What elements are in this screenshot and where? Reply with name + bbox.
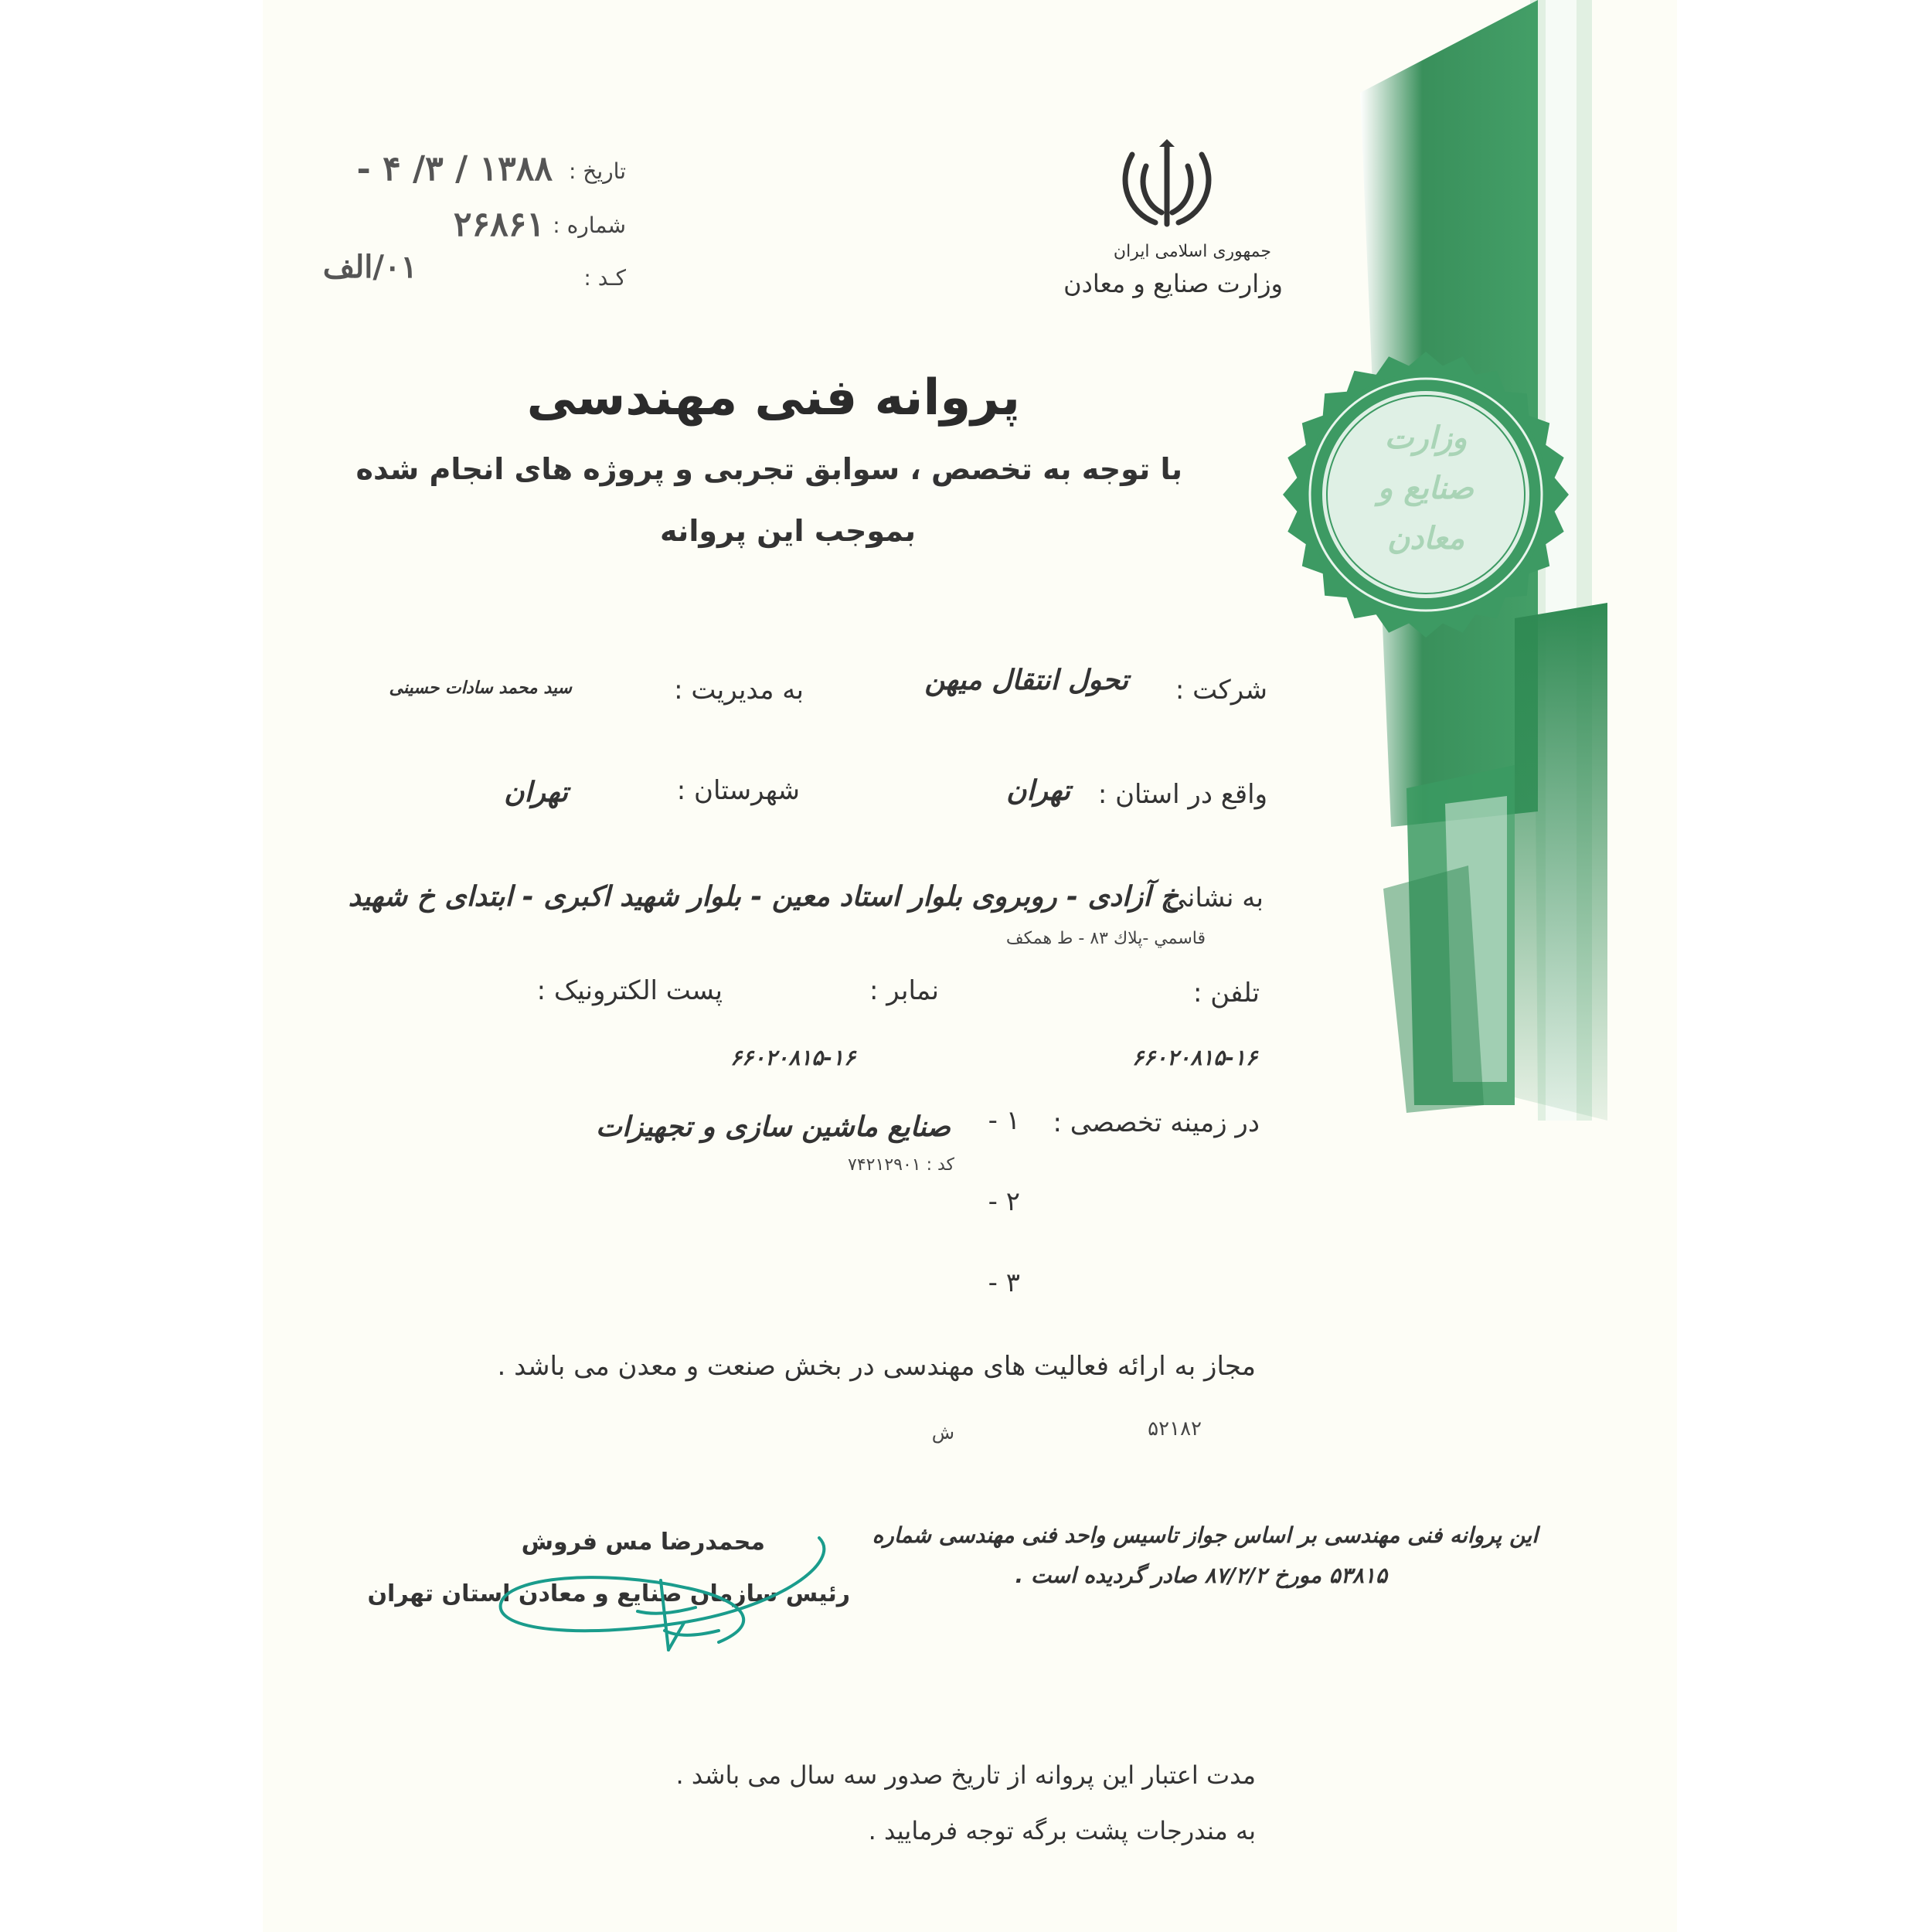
company-label: شرکت :	[1175, 675, 1267, 706]
validity-text: مدت اعتبار این پروانه از تاریخ صدور سه سال می باشد .	[675, 1760, 1256, 1790]
iran-emblem-icon	[1117, 139, 1217, 232]
date-value: ۱۳۸۸ / ۳/ ۴ -	[356, 149, 553, 189]
address-value: خ آزادی - روبروی بلوار استاد معین - بلوار شهید اکبری - ابتدای خ شهید	[348, 881, 1179, 913]
company-value: تحول انتقال میهن	[924, 665, 1128, 696]
province-value: تهران	[1006, 775, 1070, 807]
signatory-role: رئیس سازمان صنایع و معادن استان تهران	[367, 1580, 850, 1607]
specialty-item-1-code: کد : ۷۴۲۱۲۹۰۱	[848, 1155, 954, 1175]
province-label: واقع در استان :	[1097, 779, 1267, 810]
page-title: پروانه فنی مهندسی	[526, 369, 1020, 427]
ministry-name: وزارت صنایع و معادن	[1063, 269, 1283, 298]
serial-number: ۵۲۱۸۲	[1148, 1417, 1202, 1440]
handwritten-signature	[487, 1515, 842, 1685]
specialty-item-1-number: ۱ -	[988, 1105, 1020, 1136]
fax-label: نمابر :	[869, 975, 939, 1006]
see-back-text: به مندرجات پشت برگه توجه فرمایید .	[868, 1816, 1256, 1845]
city-label: شهرستان :	[676, 775, 800, 806]
manager-value: سید محمد سادات حسینی	[389, 679, 572, 698]
specialty-item-2-number: ۲ -	[988, 1186, 1020, 1217]
number-value: ۲۶۸۶۱	[453, 205, 545, 244]
issuance-note-line2: ۵۳۸۱۵ مورخ ۸۷/۲/۲ صادر گردیده است .	[1015, 1563, 1387, 1588]
specialty-label: در زمینه تخصصی :	[1053, 1107, 1260, 1138]
address-label: به نشانی	[1165, 883, 1264, 913]
manager-label: به مدیریت :	[674, 675, 804, 706]
country-name: جمهوری اسلامی ایران	[1113, 242, 1271, 261]
date-label: تاریخ :	[568, 158, 626, 184]
city-value: تهران	[504, 777, 568, 808]
subtitle-line2: بموجب این پروانه	[660, 514, 916, 548]
ministry-seal	[1275, 344, 1577, 645]
signatory-name: محمدرضا مس فروش	[521, 1529, 765, 1556]
seal-text-line3: معادن	[1386, 521, 1465, 556]
seal-text-line1: وزارت	[1384, 420, 1468, 456]
specialty-item-1-text: صنایع ماشین سازی و تجهیزات	[596, 1111, 951, 1143]
phone-label: تلفن :	[1192, 978, 1260, 1009]
code-label: کـد :	[583, 265, 626, 291]
code-value: ۰۱/الف	[322, 249, 417, 285]
serial-prefix: ش	[931, 1422, 954, 1444]
phone-value: ۶۶۰۲۰۸۱۵-۱۶	[1132, 1045, 1258, 1070]
issuance-note-line1: این پروانه فنی مهندسی بر اساس جواز تاسیس واحد فنی مهندسی شماره	[872, 1522, 1538, 1548]
authorization-text: مجاز به ارائه فعالیت های مهندسی در بخش صنعت و معدن می باشد .	[497, 1351, 1256, 1382]
number-label: شماره :	[553, 213, 626, 238]
address-line2: قاسمي -پلاك ۸۳ - ط همكف	[1005, 929, 1206, 948]
specialty-item-3-number: ۳ -	[988, 1267, 1020, 1298]
fax-value: ۶۶۰۲۰۸۱۵-۱۶	[730, 1045, 856, 1070]
seal-text-line2: صنایع و	[1378, 471, 1474, 506]
subtitle-line1: با توجه به تخصص ، سوابق تجربی و پروژه های انجام شده	[355, 452, 1182, 486]
email-label: پست الکترونیک :	[536, 975, 723, 1006]
